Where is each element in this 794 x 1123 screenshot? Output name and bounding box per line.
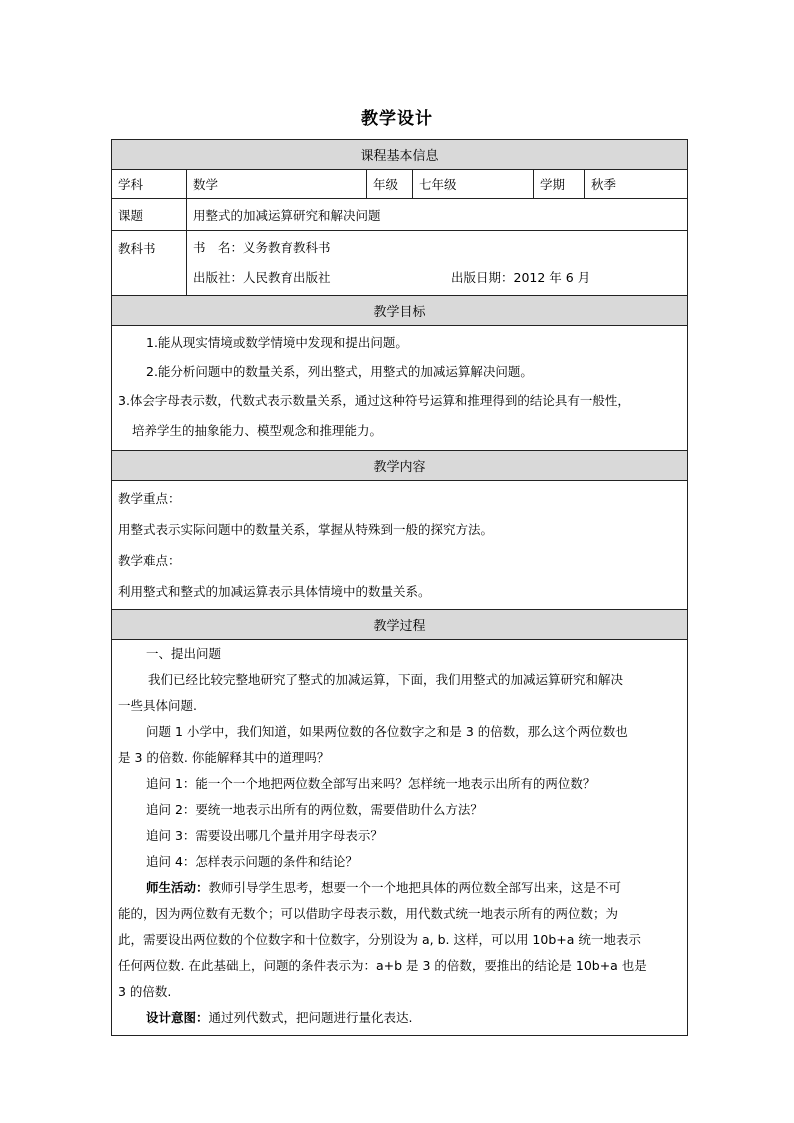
content-body — [112, 481, 688, 610]
subject-label: 学科 — [112, 170, 187, 199]
intro-line: 我们已经比较完整地研究了整式的加减运算，下面，我们用整式的加减运算研究和解决 — [148, 672, 624, 687]
question-line: 问题 1 小学中，我们知道，如果两位数的各位数字之和是 3 的倍数，那么这个两位数也 — [146, 724, 628, 739]
pub-date-value: 2012 年 6 月 — [513, 270, 591, 285]
objective-item: 3.体会字母表示数，代数式表示数量关系，通过这种符号运算和推理得到的结论具有一般性， — [118, 393, 630, 408]
key-point-label: 教学重点： — [118, 491, 181, 506]
topic-value: 用整式的加减运算研究和解决问题 — [187, 199, 688, 231]
objective-item: 1.能从现实情境或数学情境中发现和提出问题。 — [146, 335, 408, 350]
term-value: 秋季 — [585, 170, 688, 199]
document-title: 教学设计 — [361, 109, 433, 129]
design-intent-label: 设计意图： — [146, 1010, 209, 1025]
textbook-label: 教科书 — [112, 231, 187, 296]
publisher-block — [193, 263, 451, 293]
objectives-header: 教学目标 — [112, 296, 688, 326]
section-heading: 一、提出问题 — [146, 646, 222, 661]
topic-label: 课题 — [112, 199, 187, 231]
term-label: 学期 — [534, 170, 585, 199]
book-name-label: 书 名： — [193, 240, 244, 255]
question-line: 是 3 的倍数. 你能解释其中的道理吗？ — [118, 750, 330, 765]
difficulty-text: 利用整式和整式的加减运算表示具体情境中的数量关系。 — [118, 584, 431, 599]
activity-line: 能的，因为两位数有无数个；可以借助字母表示数，用代数式统一地表示所有的两位数；为 — [118, 906, 619, 921]
follow-up-question: 追问 3：需要设出哪几个量并用字母表示？ — [146, 828, 383, 843]
objective-item: 2.能分析问题中的数量关系，列出整式，用整式的加减运算解决问题。 — [146, 364, 533, 379]
process-body — [112, 640, 688, 1036]
grade-label: 年级 — [367, 170, 413, 199]
key-point-text: 用整式表示实际问题中的数量关系，掌握从特殊到一般的探究方法。 — [118, 522, 494, 537]
follow-up-question: 追问 1：能一个一个地把两位数全部写出来吗？怎样统一地表示出所有的两位数？ — [146, 776, 596, 791]
activity-label: 师生活动： — [146, 880, 209, 895]
follow-up-question: 追问 2：要统一地表示出所有的两位数，需要借助什么方法？ — [146, 802, 483, 817]
process-header: 教学过程 — [112, 610, 688, 640]
activity-line: 3 的倍数. — [118, 984, 172, 999]
objectives-body — [112, 326, 688, 451]
publisher-value: 人民教育出版社 — [243, 270, 331, 285]
book-name-line — [193, 233, 687, 263]
grade-value: 七年级 — [413, 170, 534, 199]
difficulty-label: 教学难点： — [118, 553, 181, 568]
textbook-info — [187, 231, 688, 296]
basic-info-header: 课程基本信息 — [112, 140, 688, 170]
lesson-plan-table — [111, 139, 688, 1036]
activity-text: 教师引导学生思考，想要一个一个地把具体的两位数全部写出来，这是不可 — [208, 880, 622, 895]
activity-line — [118, 875, 683, 901]
follow-up-question: 追问 4：怎样表示问题的条件和结论？ — [146, 854, 358, 869]
design-intent-line — [118, 1005, 683, 1031]
book-name-value: 义务教育教科书 — [243, 240, 331, 255]
pub-date-label: 出版日期： — [451, 270, 514, 285]
publisher-line — [193, 263, 687, 293]
content-header: 教学内容 — [112, 451, 688, 481]
activity-line: 任何两位数. 在此基础上，问题的条件表示为：a+b 是 3 的倍数，要推出的结论是 10b+a 也是 — [118, 958, 647, 973]
publisher-label: 出版社： — [193, 270, 244, 285]
activity-line: 此，需要设出两位数的个位数字和十位数字，分别设为 a, b. 这样，可以用 10b+a 统一地表示 — [118, 932, 641, 947]
subject-value: 数学 — [187, 170, 367, 199]
intro-line: 一些具体问题. — [118, 698, 197, 713]
design-intent-text: 通过列代数式，把问题进行量化表达. — [208, 1010, 413, 1025]
objective-item: 培养学生的抽象能力、模型观念和推理能力。 — [132, 423, 383, 438]
